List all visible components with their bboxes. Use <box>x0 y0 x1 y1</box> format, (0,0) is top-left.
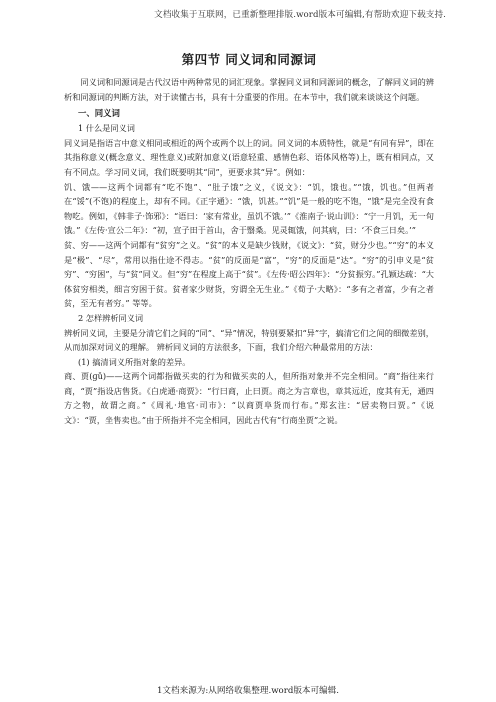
paragraph-ji-e: 饥、饿——这两个词都有“吃不饱”、“肚子饿”之义，《说文》：“饥，饿也。”“饿，饥也。”但两者在“馁”(不饱)的程度上，却有不同。《正字通》：“饿，饥甚。”“饥”是一般的吃不饱，“饿”是完全没有食物吃。例如，《韩非子·饰邪》：“语曰：‘家有常业，虽饥不饿。’”《淮南子·说山训》：“宁一月饥，无一旬饿。”《左传·宣公二年》：“初，宣子田于首山，舍于翳桑。见灵辄饿，问其病，曰：‘不食三日矣。’” <box>64 181 434 236</box>
footer-note: 1文档来源为:从网络收集整理.word版本可编辑. <box>156 686 340 696</box>
subheading-what-is-synonym: 1 什么是同义词 <box>78 123 135 134</box>
subheading-how-to-distinguish: 2 怎样辨析同义词 <box>78 312 144 323</box>
section-title: 第四节 同义词和同源词 <box>181 52 317 67</box>
paragraph-pin-qiong: 贫、穷——这两个词都有“贫穷”之义。“贫”的本义是缺少钱财，《说文》：“贫，财分少也。”“穷”的本义是“极”、“尽”，常用以指仕途不得志。“贫”的反面是“富”，“穷”的反面是“达”。“穷”的引申义是“贫穷”、“穷困”，与“贫”同义。但“穷”在程度上高于“贫”。《左传·昭公四年》：“分贫振穷。”孔颖达疏：“大体贫穷相类，细言穷困于贫。贫者家少财货，穷谓全无生业。”《荀子·大略》：“多有之者富，少有之者贫，至无有者穷。” 等等。 <box>64 239 434 309</box>
paragraph-shang-gu: 商、贾(ɡǔ)——这两个词都指做买卖的行为和做买卖的人，但所指对象并不完全相同。“商”指往来行商，“贾”指设店售货。《白虎通·商贾》：“行曰商，止曰贾。商之为言章也，章其远近，度其有无，通四方之物，故谓之商。”《周礼·地官·司市》：“以商贾阜货而行布。”郑玄注：“居卖物曰贾。”《说文》：“贾，坐售卖也。”由于所指并不完全相同，因此古代有“行商坐贾”之说。 <box>64 371 434 426</box>
subheading-method-1: (1) 搞清词义所指对象的差异。 <box>78 356 191 367</box>
intro-paragraph: 同义词和同源词是古代汉语中两种常见的词汇现象。掌握同义词和同源词的概念，了解同义词的辨析和同源词的判断方法，对于读懂古书，具有十分重要的作用。在本节中，我们就来谈谈这个问题。 <box>64 77 434 102</box>
paragraph-definition: 同义词是指语言中意义相同或相近的两个或两个以上的词。同义词的本质特性，就是“有同有异”，即在其指称意义(概念意义、理性意义)或附加意义(语意轻重、感情色彩、语体风格等)上，既有相同点，又有不同点。学习同义词，我们既要明其“同”，更要求其“异”。例如： <box>64 137 434 177</box>
document-body <box>64 50 434 428</box>
heading-synonyms: 一、同义词 <box>78 108 120 119</box>
header-note: 文档收集于互联网，已重新整理排版.word版本可编辑,有帮助欢迎下载支持. <box>154 10 446 20</box>
paragraph-methods: 辨析同义词，主要是分清它们之间的“同”、“异”情况，特别要紧扣“异”字，搞清它们之间的细微差别，从而加深对词义的理解。 辨析同义词的方法很多，下面，我们介绍六种最常用的方法： <box>64 327 434 353</box>
